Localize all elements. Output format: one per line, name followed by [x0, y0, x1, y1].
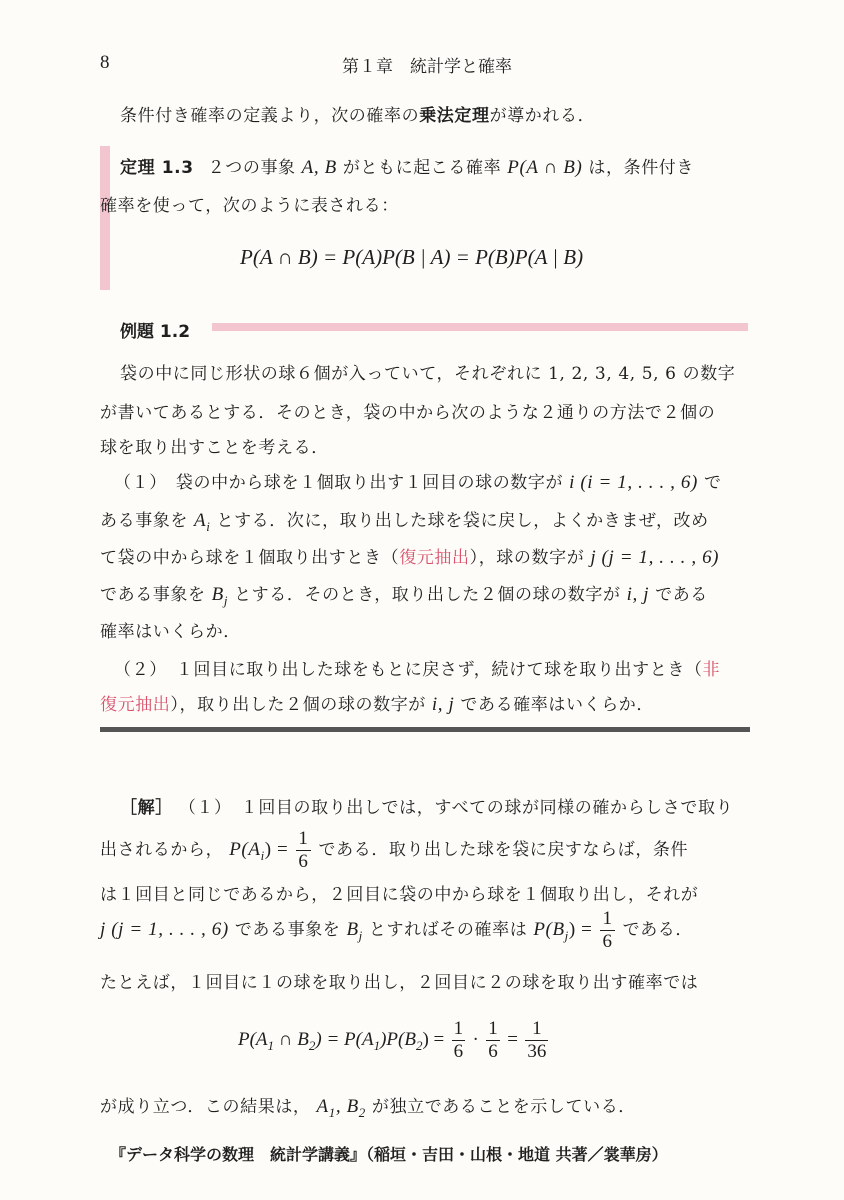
question-1-line-2: [100, 506, 750, 535]
term-without-replacement-1: 非: [702, 660, 721, 680]
fraction-result: $\frac{1}{36}$: [527, 1018, 547, 1062]
book-citation: 『データ科学の数理 統計学講義』（稲垣・吉田・山根・地道 共著／裳華房）: [110, 1145, 668, 1164]
fraction-b: $\frac{1}{6}$: [488, 1018, 498, 1062]
q1-math-ai: $A_i$: [194, 510, 211, 534]
q1-l4-text: である事象を: [100, 585, 206, 605]
term-without-replacement-2: 復元抽出: [100, 695, 171, 715]
fraction-one-sixth-b: $\frac{1}{6}$: [602, 908, 613, 952]
equation-equals: =: [507, 1029, 518, 1050]
intro-prefix: 条件付き確率の定義より，次の確率の: [120, 106, 420, 126]
solution-line-1: [120, 793, 770, 818]
question-2-line-1: [114, 655, 764, 680]
example-rule: [212, 323, 748, 331]
sol-l2-text: 出されるから，: [100, 840, 224, 860]
example-label: 例題 1.2: [120, 322, 191, 342]
example-p2: が書いてあるとする．そのとき，袋の中から次のような２通りの方法で２個の: [100, 403, 716, 423]
solution-line-3: は１回目と同じであるから，２回目に袋の中から球を１個取り出し，それが: [100, 885, 699, 905]
theorem-math-prob: P(A ∩ B): [507, 157, 583, 178]
solution-line-6: [100, 1092, 750, 1121]
sol-math-bj: $B_j$: [346, 919, 363, 943]
solution-label: ［解］: [120, 798, 173, 818]
question-1-line-1: [114, 468, 764, 494]
intro-paragraph: [120, 101, 770, 126]
theorem-line-2: 確率を使って，次のように表される：: [100, 196, 399, 216]
q1-text: （１） 袋の中から球を１個取り出す１回目の球の数字が: [114, 473, 564, 493]
equation-lhs: $P(A_1$ ∩ $B_2) = P(A_1)P(B_2)$ =: [238, 1029, 445, 1053]
q1-text-b: で: [703, 473, 722, 493]
solution-equation: [238, 1018, 550, 1063]
q1-math-ij: i, j: [626, 584, 650, 605]
theorem-box: [100, 146, 752, 290]
q1-l3-text-b: ），球の数字が: [469, 548, 585, 568]
q1-l2-text: ある事象を: [100, 511, 188, 531]
theorem-text-1a: ２つの事象: [207, 158, 296, 178]
fraction-a: $\frac{1}{6}$: [453, 1018, 464, 1062]
sol-math-pbj: $P(B_j)$ =: [533, 919, 593, 943]
sol-l4-text: である事象を: [234, 920, 341, 940]
question-1-line-3: [100, 543, 750, 569]
example-p1: 袋の中に同じ形状の球６個が入っていて，それぞれに 1, 2, 3, 4, 5, 6 の数字: [120, 364, 736, 384]
q1-l2-text-b: とする．次に，取り出した球を袋に戻し，よくかきまぜ，改め: [216, 511, 709, 531]
q1-math-i: i (i = 1, . . . , 6): [569, 472, 698, 493]
theorem-text-1c: は，条件付き: [588, 158, 695, 178]
q1-math-j: j (j = 1, . . . , 6): [590, 547, 720, 568]
intro-term: 乗法定理: [419, 106, 490, 126]
solution-line-5: たとえば，１回目に１の球を取り出し，２回目に２の球を取り出す確率では: [100, 973, 699, 993]
chapter-header: 第１章 統計学と確率: [342, 57, 512, 77]
theorem-bar: [100, 146, 110, 290]
sol-l4-text-b: とすればその確率は: [368, 920, 528, 940]
question-1-line-5: 確率はいくらか．: [100, 622, 241, 642]
q1-l3-text: て袋の中から球を１個取り出すとき（: [100, 548, 400, 568]
theorem-math-events: A, B: [301, 157, 337, 178]
solution-text-1: （１） １回目の取り出しでは，すべての球が同様の確からしさで取り: [178, 798, 734, 818]
sol-math-j: j (j = 1, . . . , 6): [100, 919, 229, 940]
sol-l6-text-b: が独立であることを示している．: [371, 1097, 636, 1117]
q1-l4-text-b: とする．そのとき，取り出した２個の球の数字が: [234, 585, 621, 605]
q2-l2-text: ），取り出した２個の球の数字が: [170, 695, 426, 715]
sol-l4-text-c: である．: [622, 920, 694, 940]
q1-l4-text-c: である: [655, 585, 708, 605]
sol-l6-text: が成り立つ．この結果は，: [100, 1097, 311, 1117]
theorem-line-1: [120, 153, 694, 179]
q2-l2-text-b: である確率はいくらか．: [460, 695, 655, 715]
q2-math-ij: i, j: [431, 694, 455, 715]
sol-math-a1b2: $A_1$, $B_2$: [316, 1096, 366, 1120]
fraction-one-sixth: $\frac{1}{6}$: [298, 828, 309, 872]
question-2-line-2: [100, 690, 750, 716]
term-with-replacement: 復元抽出: [399, 548, 470, 568]
solution-line-2: [100, 828, 750, 873]
sol-math-pai: $P(A_i)$ =: [229, 839, 289, 863]
theorem-formula: P(A ∩ B) = P(A)P(B | A) = P(B)P(A | B): [240, 245, 584, 269]
q1-math-bj: $B_j$: [211, 584, 229, 608]
theorem-text-1b: がともに起こる確率: [342, 158, 502, 178]
solution-line-4: [100, 908, 750, 953]
question-1-line-4: [100, 580, 750, 609]
page-number: 8: [100, 52, 110, 73]
equation-dot: ·: [472, 1029, 479, 1050]
theorem-label: 定理 1.3: [120, 158, 194, 178]
example-p3: 球を取り出すことを考える．: [100, 438, 329, 458]
q2-text: （２） １回目に取り出した球をもとに戻さず，続けて球を取り出すとき（: [114, 660, 703, 680]
sol-l2-text-b: である．取り出した球を袋に戻すならば，条件: [318, 840, 689, 860]
intro-suffix: が導かれる．: [489, 106, 596, 126]
example-end-rule: [100, 727, 750, 732]
